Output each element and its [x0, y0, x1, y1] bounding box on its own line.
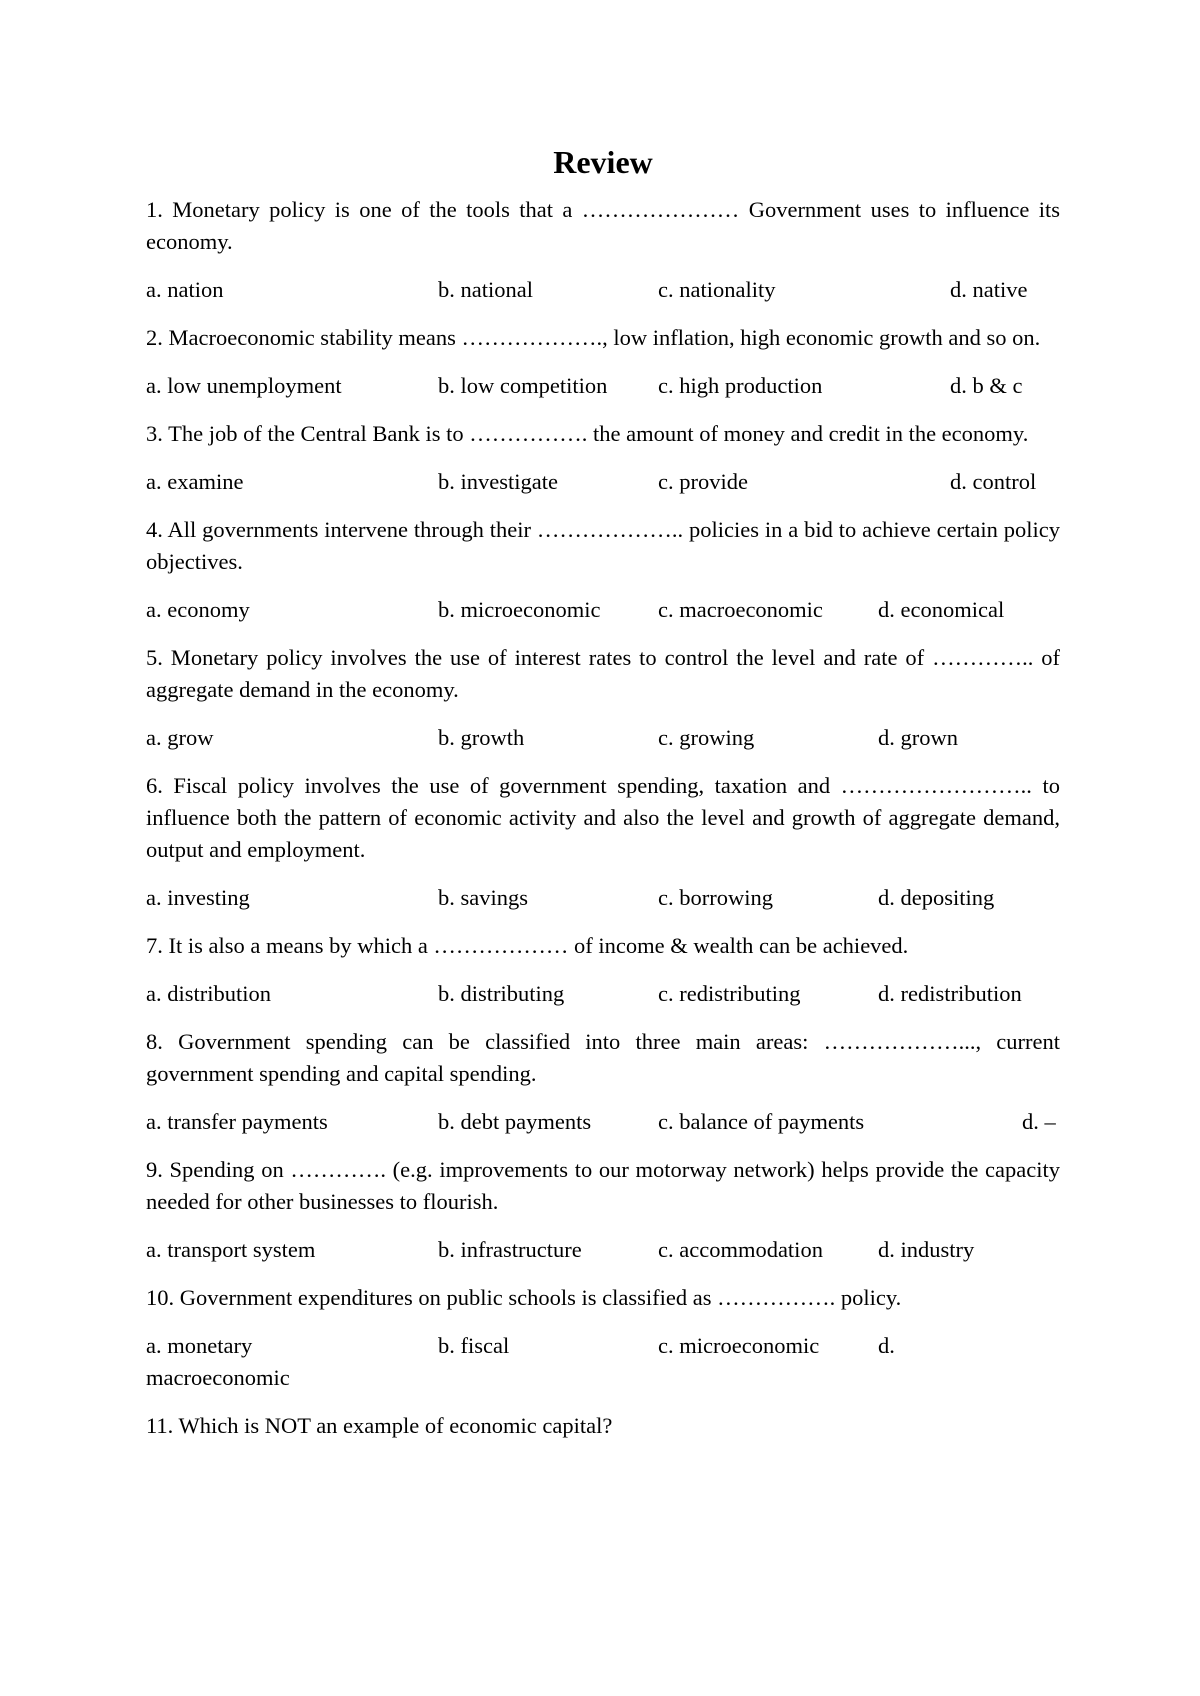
- option-d: d. grown: [878, 725, 958, 750]
- option-d: d. b & c: [950, 373, 1023, 398]
- option-a: a. low unemployment: [146, 373, 342, 398]
- option-c: c. borrowing: [658, 885, 773, 910]
- question-1: 1. Monetary policy is one of the tools that a ………………… Government uses to influence its economy.: [146, 197, 1060, 254]
- option-a: a. economy: [146, 597, 250, 622]
- option-c: c. high production: [658, 373, 823, 398]
- question-9-options: [146, 1234, 1060, 1266]
- option-b: b. national: [438, 277, 533, 302]
- option-b: b. microeconomic: [438, 597, 601, 622]
- option-b: b. growth: [438, 725, 525, 750]
- option-c: c. accommodation: [658, 1237, 823, 1262]
- option-a: a. monetary: [146, 1333, 253, 1358]
- option-d: d. macroeconomic: [146, 1333, 895, 1390]
- question-1-options: [146, 274, 1060, 306]
- option-d: d. depositing: [878, 885, 995, 910]
- question-2: 2. Macroeconomic stability means ………………., low inflation, high economic growth and so on.: [146, 325, 1041, 350]
- option-a: a. distribution: [146, 981, 271, 1006]
- option-d: d. native: [950, 277, 1028, 302]
- option-c: c. balance of payments: [658, 1109, 865, 1134]
- question-5: 5. Monetary policy involves the use of interest rates to control the level and rate of ………….. of aggregate demand in the economy.: [146, 645, 1060, 702]
- option-b: b. infrastructure: [438, 1237, 582, 1262]
- question-4: 4. All governments intervene through their ……………….. policies in a bid to achieve certain policy objectives.: [146, 517, 1060, 574]
- option-d: d. –: [1022, 1109, 1056, 1134]
- question-5-options: [146, 722, 1060, 754]
- question-11: 11. Which is NOT an example of economic capital?: [146, 1413, 613, 1438]
- option-c: c. microeconomic: [658, 1333, 820, 1358]
- option-c: c. redistributing: [658, 981, 801, 1006]
- document-page: [146, 140, 1060, 1442]
- option-b: b. savings: [438, 885, 528, 910]
- question-7: 7. It is also a means by which a ……………… of income & wealth can be achieved.: [146, 933, 909, 958]
- question-9: 9. Spending on …………. (e.g. improvements to our motorway network) helps provide the capacity needed for other businesses to flourish.: [146, 1157, 1060, 1214]
- option-c: c. provide: [658, 469, 748, 494]
- option-d: d. economical: [878, 597, 1005, 622]
- option-b: b. debt payments: [438, 1109, 592, 1134]
- option-b: b. distributing: [438, 981, 565, 1006]
- option-c: c. macroeconomic: [658, 597, 823, 622]
- question-3-options: [146, 466, 1060, 498]
- option-c: c. nationality: [658, 277, 776, 302]
- option-a: a. examine: [146, 469, 244, 494]
- question-6-options: [146, 882, 1060, 914]
- option-a: a. nation: [146, 277, 224, 302]
- option-a: a. grow: [146, 725, 214, 750]
- question-8: 8. Government spending can be classified into three main areas: ………………..., current government spending and capital spending.: [146, 1029, 1060, 1086]
- question-4-options: [146, 594, 1060, 626]
- option-b: b. fiscal: [438, 1333, 510, 1358]
- page-title: Review: [553, 144, 653, 180]
- question-10: 10. Government expenditures on public schools is classified as ……………. policy.: [146, 1285, 902, 1310]
- option-d: d. redistribution: [878, 981, 1022, 1006]
- option-a: a. investing: [146, 885, 250, 910]
- option-b: b. low competition: [438, 373, 608, 398]
- option-d: d. industry: [878, 1237, 975, 1262]
- option-a: a. transport system: [146, 1237, 316, 1262]
- option-a: a. transfer payments: [146, 1109, 328, 1134]
- question-3: 3. The job of the Central Bank is to ……………. the amount of money and credit in the economy.: [146, 421, 1029, 446]
- option-d: d. control: [950, 469, 1037, 494]
- question-7-options: [146, 978, 1060, 1010]
- option-b: b. investigate: [438, 469, 558, 494]
- question-8-options: [146, 1106, 1060, 1138]
- question-2-options: [146, 370, 1060, 402]
- option-c: c. growing: [658, 725, 755, 750]
- question-10-options: [146, 1330, 1060, 1394]
- question-6: 6. Fiscal policy involves the use of government spending, taxation and …………………….. to influence both the pattern of economic activity and also the level and growth of aggregate demand, output and employment.: [146, 773, 1060, 862]
